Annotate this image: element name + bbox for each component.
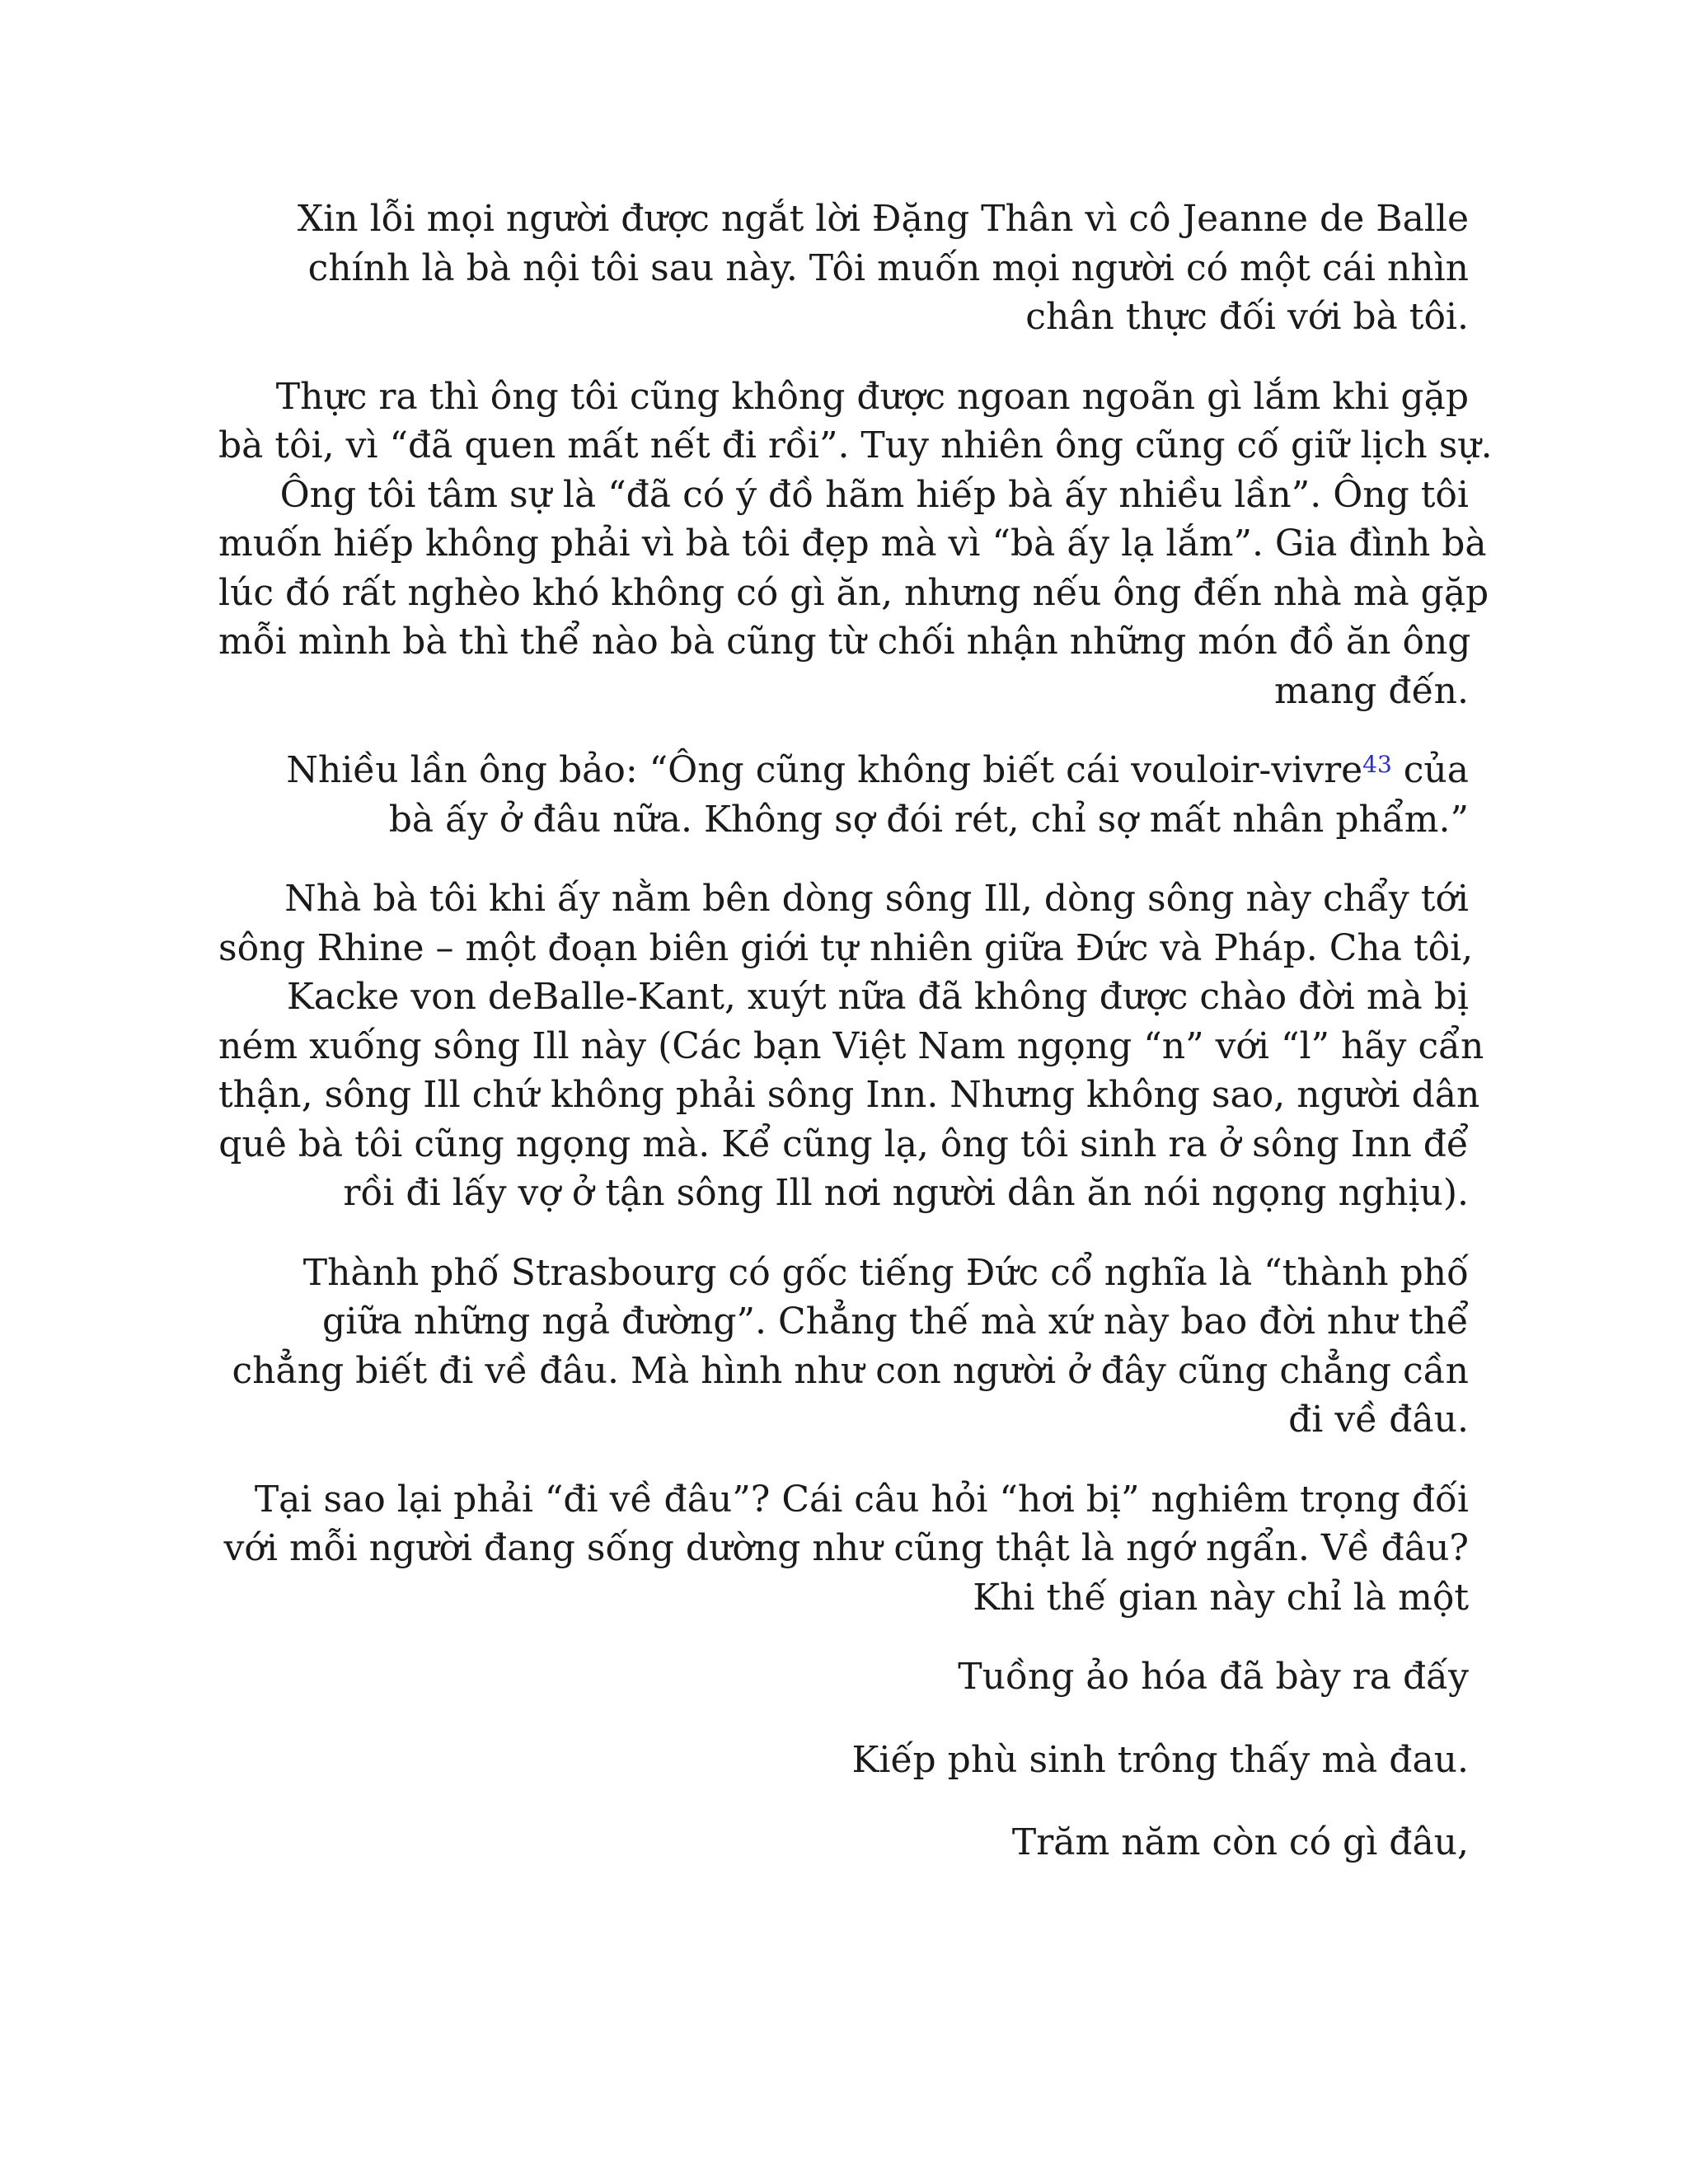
text-line: giữa những ngả đường”. Chẳng thế mà xứ này bao đời như thể — [322, 1301, 1469, 1343]
text-line: ném xuống sông Ill này (Các bạn Việt Nam ngọng “n” với “l” hãy cẩn — [218, 1024, 1484, 1067]
verse-line: Trăm năm còn có gì đâu, — [1011, 1821, 1469, 1863]
paragraph-6 — [218, 1475, 1469, 1623]
text-line: Nhà bà tôi khi ấy nằm bên dòng sông Ill, dòng sông này chẩy tới — [284, 878, 1469, 920]
text-line: Xin lỗi mọi người được ngắt lời Đặng Thân vì cô Jeanne de Balle — [297, 198, 1469, 240]
text-line: chân thực đối với bà tôi. — [1025, 296, 1469, 338]
text-line: bà tôi, vì “đã quen mất nết đi rồi”. Tuy nhiên ông cũng cố giữ lịch sự. — [218, 424, 1493, 466]
text-line: đi về đâu. — [1288, 1399, 1469, 1441]
text-line: thận, sông Ill chứ không phải sông Inn. Nhưng không sao, người dân — [218, 1074, 1480, 1116]
paragraph-3 — [218, 746, 1469, 844]
paragraph-4 — [218, 874, 1484, 1218]
text-line: Thành phố Strasbourg có gốc tiếng Đức cổ nghĩa là “thành phố — [302, 1251, 1469, 1294]
text-segment: của — [1391, 749, 1469, 791]
text-line: Kacke von deBalle-Kant, xuýt nữa đã không được chào đời mà bị — [286, 976, 1469, 1018]
paragraph-1 — [218, 194, 1469, 342]
text-line: chẳng biết đi về đâu. Mà hình như con người ở đây cũng chẳng cần — [232, 1349, 1469, 1392]
text-segment: Nhiều lần ông bảo: “Ông cũng không biết cái vouloir-vivre — [286, 749, 1363, 791]
text-line: lúc đó rất nghèo khó không có gì ăn, nhưng nếu ông đến nhà mà gặp — [218, 571, 1489, 614]
text-line: rồi đi lấy vợ ở tận sông Ill nơi người dân ăn nói ngọng nghịu). — [343, 1172, 1469, 1214]
text-line: sông Rhine – một đoạn biên giới tự nhiên giữa Đức và Pháp. Cha tôi, — [218, 926, 1474, 969]
footnote-link[interactable]: 43 — [1362, 751, 1392, 779]
text-line: chính là bà nội tôi sau này. Tôi muốn mọi người có một cái nhìn — [307, 246, 1469, 289]
paragraph-2 — [218, 373, 1493, 716]
text-line: bà ấy ở đâu nữa. Không sợ đói rét, chỉ sợ mất nhân phẩm.” — [388, 798, 1469, 841]
text-line: Tại sao lại phải “đi về đâu”? Cái câu hỏi “hơi bị” nghiêm trọng đối — [254, 1478, 1469, 1521]
verse-line: Tuồng ảo hóa đã bày ra đấy — [958, 1656, 1469, 1698]
text-line: Ông tôi tâm sự là “đã có ý đồ hãm hiếp bà ấy nhiều lần”. Ông tôi — [279, 473, 1469, 516]
text-line — [218, 746, 1469, 795]
text-line: Thực ra thì ông tôi cũng không được ngoan ngoãn gì lắm khi gặp — [275, 375, 1469, 418]
text-line: quê bà tôi cũng ngọng mà. Kể cũng lạ, ông tôi sinh ra ở sông Inn để — [218, 1122, 1469, 1165]
text-line: mang đến. — [1273, 669, 1469, 712]
verse-line: Kiếp phù sinh trông thấy mà đau. — [851, 1738, 1469, 1781]
text-line: muốn hiếp không phải vì bà tôi đẹp mà vì “bà ấy lạ lắm”. Gia đình bà — [218, 523, 1487, 565]
paragraph-5 — [218, 1249, 1469, 1445]
document-page — [218, 194, 1493, 1901]
text-line: mỗi mình bà thì thể nào bà cũng từ chối nhận những món đồ ăn ông — [218, 621, 1471, 663]
text-line: Khi thế gian này chỉ là một — [973, 1576, 1469, 1619]
text-line: với mỗi người đang sống dường như cũng thật là ngớ ngẩn. Về đâu? — [223, 1527, 1469, 1569]
